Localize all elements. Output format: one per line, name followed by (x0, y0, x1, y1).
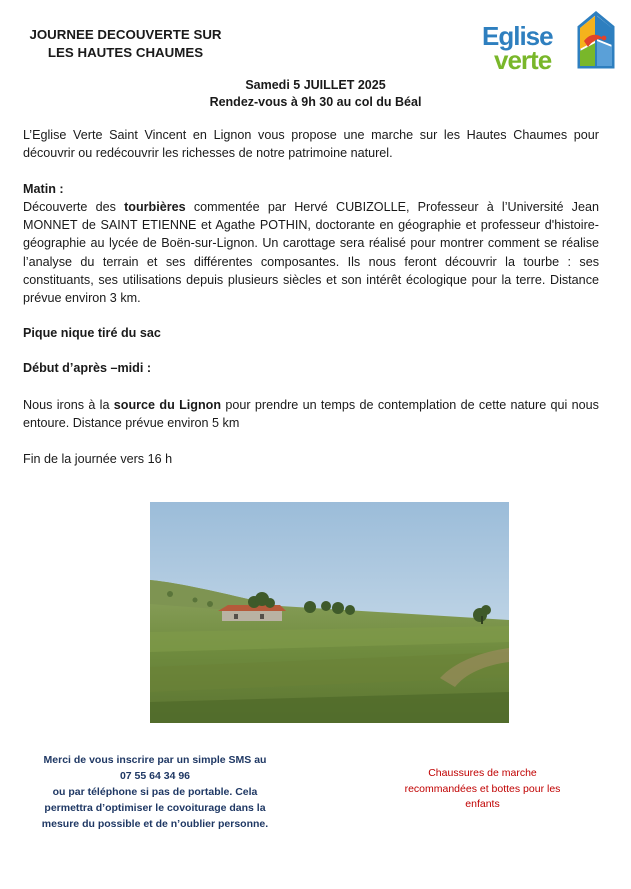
afternoon-text-before: Nous irons à la (23, 398, 114, 412)
afternoon-heading: Début d’après –midi : (23, 361, 152, 375)
intro-paragraph: L’Eglise Verte Saint Vincent en Lignon vous propose une marche sur les Hautes Chaumes pour découvrir ou redécouvrir les richesses de notre patrimoine naturel. (23, 128, 599, 161)
title-line-2: LES HAUTES CHAUMES (47, 45, 204, 60)
picnic-line: Pique nique tiré du sac (23, 326, 161, 340)
advice-line-1: Chaussures de marche (428, 767, 537, 779)
event-info (0, 77, 631, 111)
equipment-advice (380, 766, 585, 813)
title-line-1: JOURNEE DECOUVERTE SUR (29, 27, 222, 42)
afternoon-paragraph (23, 396, 599, 432)
event-meeting-point: Rendez-vous à 9h 30 au col du Béal (209, 95, 422, 109)
advice-line-2: recommandées et bottes pour les (404, 782, 561, 795)
advice-line-3: enfants (465, 798, 500, 810)
morning-text-before: Découverte des (23, 200, 125, 214)
landscape-photo (150, 502, 509, 723)
event-date: Samedi 5 JUILLET 2025 (245, 78, 386, 92)
morning-text-after: commentée par Hervé CUBIZOLLE, Professeur à l’Université Jean MONNET de SAINT ETIENNE et Agathe POTHIN, doctorante en géographie et professeur d'histoire-géographie au lycée de Boën-sur-Lignon. Un carottage sera réalisé pour montrer comment se réalise l’analyse du terrain et ses différentes composantes. Ils nous feront découvrir la tourbe : ses constituants, ses utilisations depuis plusieurs siècles et son intérêt écologique pour la terre. Distance prévue environ 3 km. (23, 200, 599, 306)
afternoon-text-after: pour prendre un temps de contemplation de cette nature qui nous entoure. Distance prévue environ 5 km (23, 398, 599, 431)
registration-line-1: Merci de vous inscrire par un simple SMS au (43, 754, 267, 766)
registration-line-5: mesure du possible et de n’oublier personne. (41, 818, 269, 830)
logo-word-verte: verte (494, 45, 552, 75)
page-title (18, 26, 233, 62)
morning-highlight: tourbières (124, 200, 186, 214)
afternoon-highlight: source du Lignon (113, 398, 222, 412)
morning-heading: Matin : (23, 182, 64, 196)
logo-word-eglise: Eglise (482, 21, 553, 51)
registration-line-4: permettra d’optimiser le covoiturage dans la (44, 802, 266, 814)
morning-paragraph (23, 198, 599, 307)
registration-note (24, 752, 286, 832)
eglise-verte-logo (482, 11, 617, 73)
registration-phone: 07 55 64 34 96 (119, 770, 191, 782)
registration-line-3: ou par téléphone si pas de portable. Cela (52, 786, 258, 798)
end-time: Fin de la journée vers 16 h (23, 452, 173, 466)
church-bird-logo-icon (576, 11, 616, 69)
